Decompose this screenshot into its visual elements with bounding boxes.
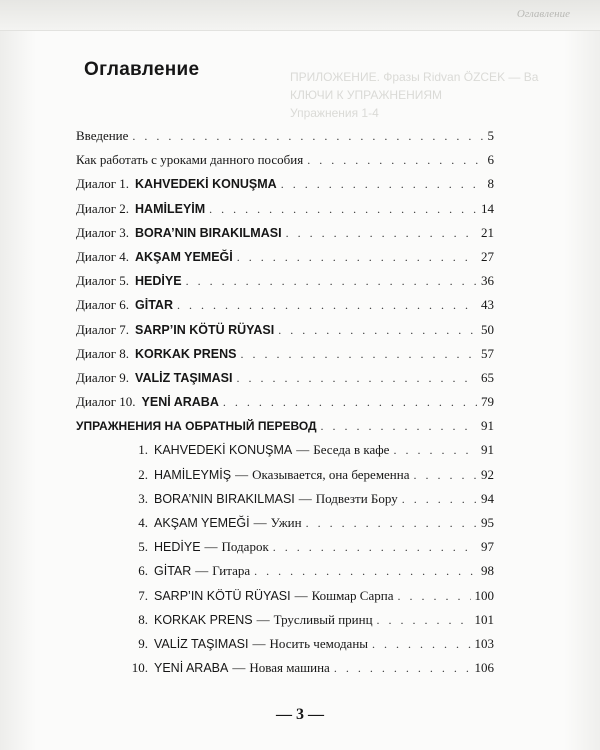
entry-page: 91: [481, 418, 494, 434]
dot-leader: [334, 661, 471, 676]
entry-page: 8: [487, 176, 494, 192]
dialog-prefix: Диалог 1.: [76, 176, 130, 192]
entry-page: 94: [481, 490, 494, 506]
dot-leader: [397, 589, 470, 604]
em-dash: —: [232, 660, 246, 676]
toc-entry-exercise[interactable]: [76, 467, 494, 491]
dialog-title: AKŞAM YEMEĞİ: [135, 249, 233, 264]
page-number: — 3 —: [276, 706, 324, 723]
bleed-through-text: [290, 68, 600, 122]
exercise-russian-title: Трусливый принц: [273, 611, 373, 627]
em-dash: —: [256, 611, 270, 627]
exercise-russian-title: Новая машина: [249, 660, 330, 676]
em-dash: —: [298, 490, 312, 506]
bleed-line: ПРИЛОЖЕНИЕ. Фразы Ridvan ÖZCEK — Ва: [290, 70, 539, 84]
exercise-russian-title: Подвезти Бору: [315, 490, 398, 506]
entry-page: 6: [487, 152, 494, 168]
dot-leader: [321, 419, 477, 434]
exercise-number: 2.: [138, 466, 148, 482]
dialog-prefix: Диалог 3.: [76, 224, 130, 240]
entry-page: 95: [481, 515, 494, 530]
entry-page: 43: [481, 297, 494, 313]
dot-leader: [186, 274, 477, 289]
dot-leader: [254, 564, 477, 579]
exercise-russian-title: Беседа в кафе: [313, 442, 390, 458]
exercise-russian-title: Кошмар Сарпа: [311, 587, 394, 603]
dialog-title: HEDİYE: [135, 274, 182, 289]
dialog-prefix: Диалог 10.: [76, 394, 136, 410]
entry-page: 98: [481, 563, 494, 579]
dot-leader: [237, 250, 477, 265]
entry-page: 97: [481, 539, 494, 555]
dialog-title: SARP’IN KÖTÜ RÜYASI: [135, 322, 275, 337]
bleed-header-text: Оглавление: [516, 8, 570, 20]
em-dash: —: [235, 466, 249, 482]
entry-page: 92: [481, 466, 494, 482]
em-dash: —: [296, 442, 310, 458]
dot-leader: [273, 540, 477, 555]
toc-entry-exercise[interactable]: [76, 612, 494, 636]
exercise-number: 1.: [138, 442, 148, 458]
exercise-number: 8.: [138, 611, 148, 627]
exercise-number: 4.: [138, 515, 148, 530]
entry-label: Введение: [76, 128, 129, 143]
dot-leader: [307, 153, 483, 168]
exercise-number: 9.: [138, 635, 148, 651]
dot-leader: [236, 371, 477, 386]
exercise-turkish-title: YENİ ARABA: [154, 661, 229, 676]
toc-entry-exercise[interactable]: [76, 636, 494, 660]
entry-page: 79: [481, 394, 494, 410]
toc-entry-dialog[interactable]: [76, 201, 494, 225]
exercise-turkish-title: VALİZ TAŞIMASI: [154, 636, 249, 651]
em-dash: —: [253, 515, 267, 530]
toc-entry-exercise[interactable]: [76, 588, 494, 612]
dot-leader: [223, 395, 477, 410]
dialog-prefix: Диалог 9.: [76, 369, 130, 385]
dot-leader: [402, 492, 477, 507]
dialog-title: BORA’NIN BIRAKILMASI: [135, 225, 282, 240]
entry-page: 103: [474, 635, 494, 651]
toc-entry-exercise[interactable]: [76, 515, 494, 539]
exercise-number: 5.: [138, 539, 148, 555]
exercise-turkish-title: KAHVEDEKİ KONUŞMA: [154, 443, 293, 458]
dialog-prefix: Диалог 2.: [76, 200, 130, 216]
toc-entry-dialog[interactable]: [76, 225, 494, 249]
dot-leader: [393, 443, 477, 458]
dialog-title: KAHVEDEKİ KONUŞMA: [135, 177, 277, 192]
dialog-title: VALİZ TAŞIMASI: [135, 370, 233, 385]
exercise-turkish-title: HEDİYE: [154, 540, 201, 555]
dot-leader: [209, 202, 477, 217]
dialog-title: GİTAR: [135, 298, 173, 313]
toc-entry-dialog[interactable]: [76, 322, 494, 346]
entry-page: 14: [481, 200, 494, 216]
entry-page: 57: [481, 345, 494, 361]
exercise-turkish-title: HAMİLEYMİŞ: [154, 467, 232, 482]
dialog-prefix: Диалог 8.: [76, 345, 130, 361]
em-dash: —: [294, 587, 308, 603]
exercise-turkish-title: BORA’NIN BIRAKILMASI: [154, 491, 295, 506]
dot-leader: [240, 347, 477, 362]
dot-leader: [278, 323, 477, 338]
em-dash: —: [195, 563, 209, 579]
entry-page: 106: [474, 660, 494, 676]
exercise-russian-title: Оказывается, она беременна: [252, 466, 410, 482]
section-label: УПРАЖНЕНИЯ НА ОБРАТНЫЙ ПЕРЕВОД: [76, 419, 317, 434]
dot-leader: [132, 129, 483, 144]
em-dash: —: [204, 539, 218, 555]
previous-page-edge: [0, 0, 600, 31]
entry-page: 36: [481, 273, 494, 289]
dot-leader: [281, 177, 484, 192]
toc-entry-exercise[interactable]: [76, 442, 494, 466]
dot-leader: [177, 298, 477, 313]
entry-page: 50: [481, 321, 494, 337]
exercise-number: 6.: [138, 563, 148, 579]
exercise-number: 10.: [131, 660, 148, 676]
dialog-title: YENİ ARABA: [141, 395, 219, 410]
dialog-title: KORKAK PRENS: [135, 346, 237, 361]
exercise-russian-title: Носить чемоданы: [269, 635, 369, 651]
toc-entry-dialog[interactable]: [76, 273, 494, 297]
toc-entry-exercise[interactable]: [76, 563, 494, 587]
toc-title: Оглавление: [84, 59, 200, 80]
dialog-prefix: Диалог 5.: [76, 273, 130, 289]
exercise-turkish-title: GİTAR: [154, 564, 192, 579]
toc-entry-dialog[interactable]: [76, 346, 494, 370]
toc-entry-exercise[interactable]: [76, 539, 494, 563]
entry-page: 21: [481, 224, 494, 240]
table-of-contents: [76, 128, 494, 684]
toc-entry-how-to[interactable]: [76, 152, 494, 176]
toc-entry-dialog[interactable]: [76, 370, 494, 394]
dialog-prefix: Диалог 4.: [76, 248, 130, 264]
entry-page: 65: [481, 369, 494, 385]
toc-entry-dialog[interactable]: [76, 394, 494, 418]
dot-leader: [286, 226, 477, 241]
exercise-russian-title: Гитара: [212, 563, 251, 579]
entry-label: Как работать с уроками данного пособия: [76, 152, 304, 168]
toc-entry-dialog[interactable]: [76, 297, 494, 321]
exercise-turkish-title: KORKAK PRENS: [154, 612, 253, 627]
entry-page: 91: [481, 442, 494, 458]
toc-section-exercises[interactable]: [76, 418, 494, 442]
toc-entry-intro[interactable]: [76, 128, 494, 152]
exercise-russian-title: Подарок: [221, 539, 269, 555]
entry-page: 5: [487, 128, 494, 143]
entry-page: 27: [481, 248, 494, 264]
entry-page: 101: [474, 611, 494, 627]
dialog-prefix: Диалог 6.: [76, 297, 130, 313]
dot-leader: [377, 613, 471, 628]
toc-entry-dialog[interactable]: [76, 176, 494, 200]
exercise-number: 3.: [138, 490, 148, 506]
dialog-prefix: Диалог 7.: [76, 321, 130, 337]
dot-leader: [414, 468, 478, 483]
bleed-line: Упражнения 1-4: [290, 106, 379, 120]
dialog-title: HAMİLEYİM: [135, 201, 206, 216]
em-dash: —: [252, 635, 266, 651]
dot-leader: [372, 637, 470, 652]
toc-entry-exercise[interactable]: [76, 491, 494, 515]
dot-leader: [306, 516, 477, 531]
exercise-turkish-title: SARP’IN KÖTÜ RÜYASI: [154, 588, 291, 603]
bleed-line: КЛЮЧИ К УПРАЖНЕНИЯМ: [290, 88, 443, 102]
toc-entry-dialog[interactable]: [76, 249, 494, 273]
exercise-number: 7.: [138, 587, 148, 603]
entry-page: 100: [474, 587, 494, 603]
toc-entry-exercise[interactable]: [76, 660, 494, 684]
exercise-turkish-title: AKŞAM YEMEĞİ: [154, 516, 250, 530]
exercise-russian-title: Ужин: [270, 515, 302, 530]
